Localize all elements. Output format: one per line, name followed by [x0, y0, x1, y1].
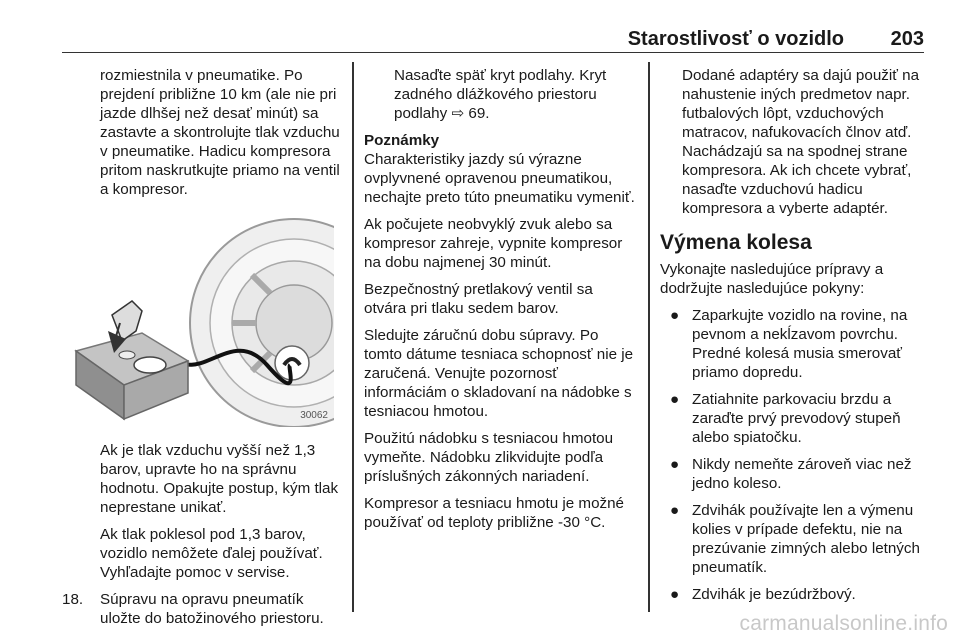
step-text: Súpravu na opravu pneumatík uložte do batožinového priestoru.: [100, 591, 324, 627]
note-paragraph: Bezpečnostný pretlakový ventil sa otvára pri tlaku sedem barov.: [364, 281, 593, 317]
page-reference: 69.: [468, 105, 490, 122]
bullet-icon: ●: [670, 391, 680, 408]
note-paragraph: Kompresor a tesniacu hmotu je možné používať od teploty približne -30 °C.: [364, 495, 625, 531]
paragraph-text: Nasaďte späť kryt podlahy. Kryt zadného dlážkového priestoru podlahy: [394, 67, 607, 122]
compressor-illustration: [62, 215, 334, 427]
list-item: [660, 455, 930, 493]
column-divider-2: [648, 62, 650, 612]
bullet-icon: ●: [670, 502, 680, 519]
list-item-text: Zdvihák je bezúdržbový.: [692, 586, 856, 603]
bullet-icon: ●: [670, 307, 680, 324]
step-number: 18.: [62, 591, 84, 608]
paragraph: [364, 66, 638, 123]
paragraph: rozmiestnila v pneumatike. Po prejdení približne 10 km (ale nie pri jazde dlhšej než desať minút) sa zastavte a skontrolujte tlak vzduchu v pneumatike. Hadicu kompresora pritom naskrutkujte priamo na ventil a kompresor.: [100, 67, 340, 198]
instruction-list: [660, 306, 930, 604]
bullet-icon: ●: [670, 586, 680, 603]
list-item-text: Zaparkujte vozidlo na rovine, na pevnom a nekĺzavom povrchu. Predné kolesá musia smerovať priamo dopredu.: [692, 307, 908, 381]
section-heading: Výmena kolesa: [660, 231, 812, 254]
paragraph: Ak tlak poklesol pod 1,3 barov, vozidlo nemôžete ďalej používať. Vyhľadajte pomoc v servise.: [100, 526, 323, 581]
paragraph: Ak je tlak vzduchu vyšší než 1,3 barov, upravte ho na správnu hodnotu. Opakujte postup, kým tlak neprestane unikať.: [100, 442, 339, 516]
note-paragraph: Použitú nádobku s tesniacou hmotou vymeňte. Nádobku zlikvidujte podľa príslušných zákonných nariadení.: [364, 430, 614, 485]
list-item-text: Zatiahnite parkovaciu brzdu a zaraďte prvý prevodový stupeň alebo spiatočku.: [692, 391, 901, 446]
page-title: Starostlivosť o vozidlo: [627, 28, 844, 50]
list-item: [660, 585, 930, 604]
note-title: Poznámky: [364, 132, 440, 149]
note-paragraph: Ak počujete neobvyklý zvuk alebo sa kompresor zahreje, vypnite kompresor na dobu najmenej 30 minút.: [364, 216, 623, 271]
page-number: 203: [890, 28, 924, 50]
page-reference-icon: ⇨: [451, 105, 465, 122]
column-2: [364, 66, 638, 540]
column-1: [62, 66, 344, 636]
page-header: [62, 24, 924, 53]
list-item-text: Nikdy nemeňte zároveň viac než jedno koleso.: [692, 456, 912, 492]
column-3: [660, 66, 930, 612]
bullet-icon: ●: [670, 456, 680, 473]
watermark: carmanualsonline.info: [739, 612, 948, 635]
intro-paragraph: Vykonajte nasledujúce prípravy a dodržujte nasledujúce pokyny:: [660, 261, 884, 297]
figure-number: 30062: [300, 410, 328, 421]
paragraph: Dodané adaptéry sa dajú použiť na nahustenie iných predmetov napr. futbalových lôpt, vzduchových matracov, nafukovacích člnov atď. Nachádzajú sa na spodnej strane kompresora. Ak ich chcete vybrať, nasaďte vzduchovú hadicu kompresora a vyberte adaptér.: [682, 67, 920, 217]
column-divider-1: [352, 62, 354, 612]
note-paragraph: Sledujte záručnú dobu súpravy. Po tomto dátume tesniaca schopnosť nie je zaručená. Venujte pozornosť informáciám o skladovaní na nádobke s tesniacou hmotou.: [364, 327, 634, 420]
list-item: [660, 306, 930, 382]
numbered-step-18: [62, 590, 344, 628]
note-paragraph: Charakteristiky jazdy sú výrazne ovplyvnené opravenou pneumatikou, nechajte preto túto pneumatiku vymeniť.: [364, 151, 635, 206]
list-item-text: Zdvihák používajte len a výmenu kolies v prípade defektu, nie na prezúvanie zimných alebo letných pneumatík.: [692, 502, 920, 576]
compressor-hose-illustration: [62, 215, 334, 427]
list-item: [660, 501, 930, 577]
list-item: [660, 390, 930, 447]
